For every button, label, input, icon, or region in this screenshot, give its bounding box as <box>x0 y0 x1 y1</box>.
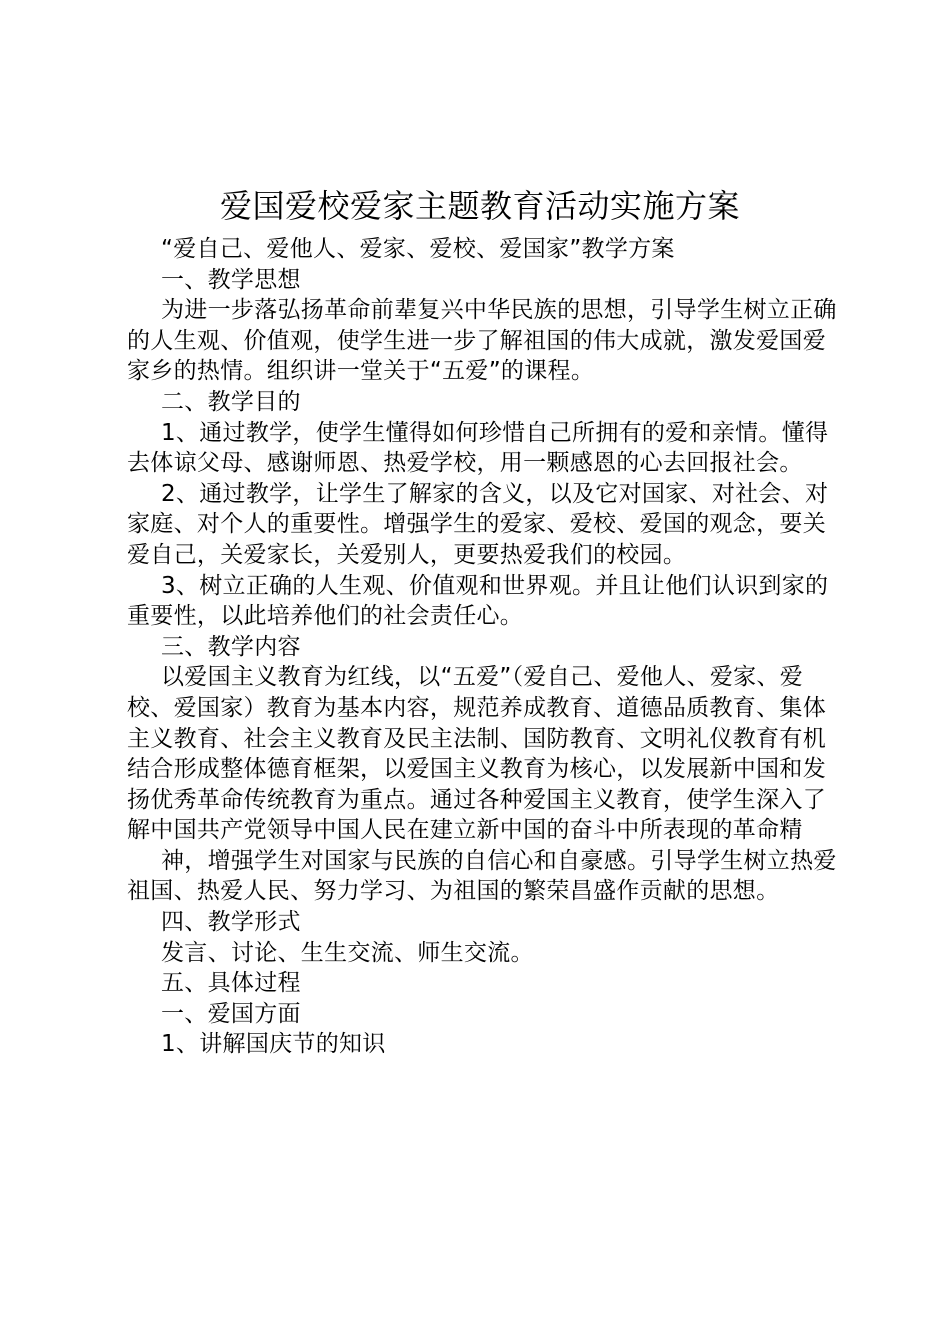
section-heading-process: 五、具体过程 <box>161 970 301 997</box>
subheading-patriotism: 一、爱国方面 <box>161 1000 301 1027</box>
paragraph-goal-1: 1、通过教学，使学生懂得如何珍惜自己所拥有的爱和亲情。懂得去体谅父母、感谢师恩、热爱学校，用一颗感恩的心去回报社会。 <box>127 419 829 477</box>
section-heading-teaching-form: 四、教学形式 <box>161 909 301 936</box>
paragraph-goal-2: 2、通过教学，让学生了解家的含义，以及它对国家、对社会、对家庭、对个人的重要性。增强学生的爱家、爱校、爱国的观念，要关爱自己，关爱家长，关爱别人，更要热爱我们的校园。 <box>127 480 829 568</box>
paragraph-content-2: 神，增强学生对国家与民族的自信心和自豪感。引导学生树立热爱祖国、热爱人民、努力学习、为祖国的繁荣昌盛作贡献的思想。 <box>127 847 837 905</box>
paragraph-teaching-thought: 为进一步落弘扬革命前辈复兴中华民族的思想，引导学生树立正确的人生观、价值观，使学生进一步了解祖国的伟大成就，激发爱国爱家乡的热情。组织讲一堂关于“五爱”的课程。 <box>127 297 837 385</box>
document-title: 爱国爱校爱家主题教育活动实施方案 <box>219 187 740 225</box>
paragraph-goal-3: 3、树立正确的人生观、价值观和世界观。并且让他们认识到家的重要性，以此培养他们的社会责任心。 <box>127 572 829 630</box>
paragraph-content-1: 以爱国主义教育为红线，以“五爱”（爱自己、爱他人、爱家、爱校、爱国家）教育为基本内容，规范养成教育、道德品质教育、集体主义教育、社会主义教育及民主法制、国防教育、文明礼仪教育有机结合形成整体德育框架，以爱国主义教育为核心，以发展新中国和发扬优秀革命传统教育为重点。通过各种爱国主义教育，使学生深入了解中国共产党领导中国人民在建立新中国的奋斗中所表现的革命精 <box>127 664 826 844</box>
document-body <box>127 234 843 1060</box>
section-heading-teaching-thought: 一、教学思想 <box>161 266 301 293</box>
document-subtitle: “爱自己、爱他人、爱家、爱校、爱国家”教学方案 <box>161 236 675 262</box>
section-heading-teaching-goals: 二、教学目的 <box>161 388 301 415</box>
section-heading-teaching-content: 三、教学内容 <box>161 633 301 660</box>
list-item-national-day: 1、讲解国庆节的知识 <box>161 1031 386 1058</box>
paragraph-teaching-form: 发言、讨论、生生交流、师生交流。 <box>161 939 534 966</box>
